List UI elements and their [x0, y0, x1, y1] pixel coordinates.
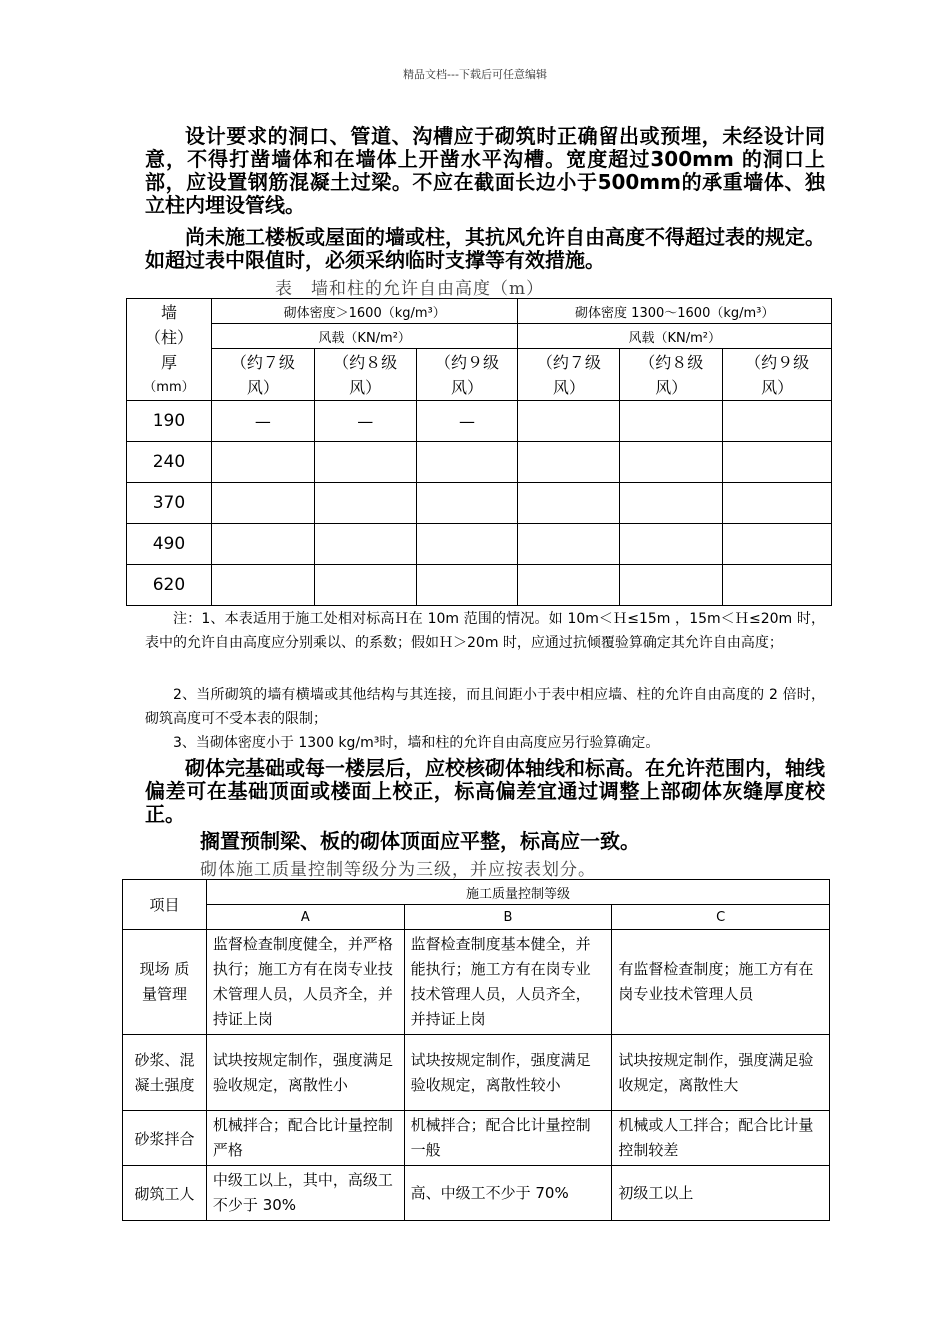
- item-cell: 砂浆拌合: [123, 1111, 207, 1166]
- value-cell: [518, 401, 620, 442]
- value-cell: [723, 401, 832, 442]
- note-2: 2、当所砌筑的墙有横墙或其他结构与其连接，而且间距小于表中相应墙、柱的允许自由高度的 2 倍时，砌筑高度可不受本表的限制；: [145, 687, 825, 727]
- wind-col-3-l1: （约９级: [435, 352, 500, 372]
- item-header: 项目: [123, 880, 207, 930]
- grade-group-header: 施工质量控制等级: [206, 880, 829, 905]
- value-cell: [314, 483, 416, 524]
- thickness-header-l3: 厚: [160, 352, 177, 372]
- item-cell: 砂浆、混凝土强度: [123, 1035, 207, 1111]
- table2-caption: 砌体施工质量控制等级分为三级，并应按表划分。: [200, 860, 596, 880]
- paragraph-1: 设计要求的洞口、管道、沟槽应于砌筑时正确留出或预埋，未经设计同意，不得打凿墙体和在墙体上开凿水平沟槽。宽度超过300mm 的洞口上部，应设置钢筋混凝土过梁。不应在截面长边小于500mm的承重墙体、独立柱内埋设管线。: [145, 124, 825, 217]
- value-cell: [416, 483, 518, 524]
- wind-load-2: 风载（KN/m²）: [518, 324, 832, 349]
- value-cell: [211, 483, 314, 524]
- grade-b-cell: 监督检查制度基本健全，并能执行；施工方有在岗专业技术管理人员，人员齐全，并持证上岗: [404, 930, 612, 1035]
- value-cell: [518, 483, 620, 524]
- value-cell: [723, 524, 832, 565]
- value-cell: —: [416, 401, 518, 442]
- value-cell: [416, 524, 518, 565]
- thickness-cell: 240: [127, 442, 212, 483]
- table-row: [127, 401, 832, 442]
- item-cell: 砌筑工人: [123, 1166, 207, 1221]
- wind-col-5-l1: （约８级: [639, 352, 704, 372]
- grade-a-header: A: [206, 905, 404, 930]
- value-cell: [518, 565, 620, 606]
- thickness-header-l1: 墙: [160, 302, 177, 322]
- table-row: [127, 442, 832, 483]
- wind-col-4-l1: （约７级: [536, 352, 601, 372]
- density-group-1: 砌体密度＞1600（kg/m³）: [211, 299, 518, 324]
- table-row: [127, 483, 832, 524]
- wind-col-3-l2: 风）: [451, 377, 484, 397]
- table-row: [123, 1111, 830, 1166]
- grade-c-cell: 初级工以上: [612, 1166, 830, 1221]
- grade-b-cell: 机械拌合；配合比计量控制一般: [404, 1111, 612, 1166]
- value-cell: [211, 442, 314, 483]
- value-cell: [723, 483, 832, 524]
- item-cell: 现场 质量管理: [123, 930, 207, 1035]
- wind-col-3: [416, 349, 518, 401]
- value-cell: [211, 565, 314, 606]
- grade-c-header: C: [612, 905, 830, 930]
- value-cell: [620, 483, 723, 524]
- value-cell: [416, 565, 518, 606]
- wind-col-2-l1: （约８级: [333, 352, 398, 372]
- wind-col-1: [211, 349, 314, 401]
- height-limit-table: [126, 298, 832, 606]
- table-row: [123, 930, 830, 1035]
- note-3: 3、当砌体密度小于 1300 kg/m³时，墙和柱的允许自由高度应另行验算确定。: [173, 735, 660, 751]
- value-cell: [518, 442, 620, 483]
- grade-c-cell: 机械或人工拌合；配合比计量控制较差: [612, 1111, 830, 1166]
- thickness-cell: 620: [127, 565, 212, 606]
- grade-c-cell: 试块按规定制作，强度满足验收规定，离散性大: [612, 1035, 830, 1111]
- table-row: [123, 1166, 830, 1221]
- thickness-cell: 370: [127, 483, 212, 524]
- thickness-cell: 490: [127, 524, 212, 565]
- thickness-header-l2: （柱）: [144, 327, 193, 347]
- grade-a-cell: 试块按规定制作，强度满足验收规定，离散性小: [206, 1035, 404, 1111]
- grade-b-cell: 高、中级工不少于 70%: [404, 1166, 612, 1221]
- thickness-header: [127, 299, 212, 401]
- value-cell: [416, 442, 518, 483]
- density-group-2: 砌体密度 1300～1600（kg/m³）: [518, 299, 832, 324]
- wind-col-4: [518, 349, 620, 401]
- table1-caption: 表 墙和柱的允许自由高度（m）: [275, 279, 545, 299]
- table-row: [127, 524, 832, 565]
- grade-a-cell: 机械拌合；配合比计量控制严格: [206, 1111, 404, 1166]
- page-header: 精品文档---下载后可任意编辑: [403, 68, 547, 81]
- value-cell: [620, 524, 723, 565]
- paragraph-4: 搁置预制梁、板的砌体顶面应平整，标高应一致。: [200, 829, 640, 853]
- grade-a-cell: 监督检查制度健全，并严格执行；施工方有在岗专业技术管理人员，人员齐全，并持证上岗: [206, 930, 404, 1035]
- grade-a-cell: 中级工以上，其中，高级工不少于 30%: [206, 1166, 404, 1221]
- wind-col-2-l2: 风）: [349, 377, 382, 397]
- value-cell: [314, 524, 416, 565]
- wind-load-1: 风载（KN/m²）: [211, 324, 518, 349]
- value-cell: [723, 565, 832, 606]
- table-row: [123, 1035, 830, 1111]
- value-cell: [620, 401, 723, 442]
- value-cell: [314, 565, 416, 606]
- value-cell: [314, 442, 416, 483]
- grade-c-cell: 有监督检查制度；施工方有在岗专业技术管理人员: [612, 930, 830, 1035]
- wind-col-1-l1: （约７级: [230, 352, 295, 372]
- quality-grade-table: [122, 879, 830, 1221]
- wind-col-4-l2: 风）: [552, 377, 585, 397]
- paragraph-3: 砌体完基础或每一楼层后，应校核砌体轴线和标高。在允许范围内，轴线偏差可在基础顶面或楼面上校正，标高偏差宜通过调整上部砌体灰缝厚度校正。: [145, 756, 825, 826]
- thickness-cell: 190: [127, 401, 212, 442]
- value-cell: —: [211, 401, 314, 442]
- wind-col-6: [723, 349, 832, 401]
- value-cell: —: [314, 401, 416, 442]
- wind-col-2: [314, 349, 416, 401]
- value-cell: [620, 442, 723, 483]
- thickness-header-l4: （mm）: [143, 379, 195, 395]
- value-cell: [620, 565, 723, 606]
- wind-col-5: [620, 349, 723, 401]
- value-cell: [723, 442, 832, 483]
- wind-col-6-l1: （约９级: [745, 352, 810, 372]
- table-row: [127, 565, 832, 606]
- paragraph-2: 尚未施工楼板或屋面的墙或柱，其抗风允许自由高度不得超过表的规定。如超过表中限值时，必须采纳临时支撑等有效措施。: [145, 225, 825, 272]
- grade-b-header: B: [404, 905, 612, 930]
- wind-col-1-l2: 风）: [246, 377, 279, 397]
- note-1: 注：1、本表适用于施工处相对标高Ｈ在 10m 范围的情况。如 10m＜Ｈ≤15m ，15m＜Ｈ≤20m 时，表中的允许自由高度应分别乘以、的系数；假如Ｈ＞20m 时，应通过抗倾覆验算确定其允许自由高度；: [145, 611, 825, 651]
- value-cell: [518, 524, 620, 565]
- grade-b-cell: 试块按规定制作，强度满足验收规定，离散性较小: [404, 1035, 612, 1111]
- wind-col-5-l2: 风）: [655, 377, 688, 397]
- value-cell: [211, 524, 314, 565]
- wind-col-6-l2: 风）: [761, 377, 794, 397]
